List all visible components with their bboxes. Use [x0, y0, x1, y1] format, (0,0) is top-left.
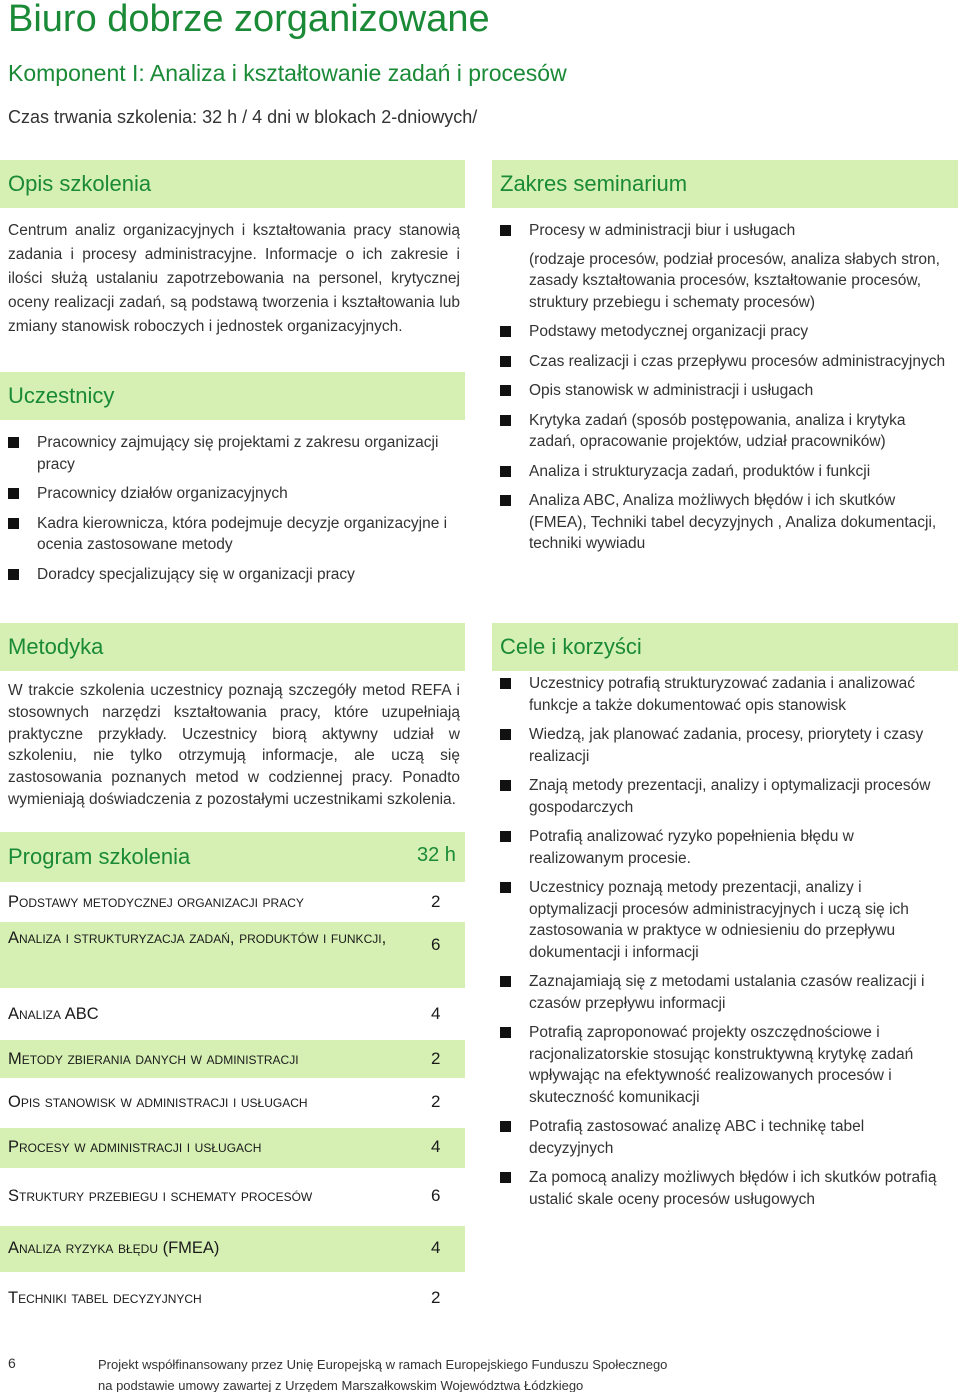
list-item: Wiedzą, jak planować zadania, procesy, priorytety i czasy realizacji [500, 724, 952, 767]
square-bullet-icon [500, 976, 511, 987]
list-item: Opis stanowisk w administracji i usługach [500, 380, 952, 402]
square-bullet-icon [500, 326, 511, 337]
course-duration: Czas trwania szkolenia: 32 h / 4 dni w blokach 2-dniowych/ [8, 107, 478, 127]
program-row-hours: 6 [431, 935, 441, 954]
square-bullet-icon [500, 780, 511, 791]
program-row-hours: 4 [431, 1137, 441, 1156]
list-item: Podstawy metodycznej organizacji pracy [500, 321, 952, 343]
square-bullet-icon [8, 569, 19, 580]
list-item: Zaznajamiają się z metodami ustalania czasów realizacji i czasów przepływu informacji [500, 971, 952, 1014]
square-bullet-icon [500, 1172, 511, 1183]
uczestnicy-list [8, 432, 460, 593]
program-row-hours: 2 [431, 1049, 441, 1068]
program-row-hours: 4 [431, 1238, 441, 1257]
program-row-label: Struktury przebiegu i schematy procesów [8, 1187, 313, 1205]
program-row-label: Opis stanowisk w administracji i usługach [8, 1093, 308, 1111]
program-row-hours: 6 [431, 1186, 441, 1205]
document-title: Biuro dobrze zorganizowane [8, 0, 490, 40]
program-row-label: Procesy w administracji i usługach [8, 1138, 262, 1156]
list-item: Uczestnicy potrafią strukturyzować zadania i analizować funkcje a także dokumentować opis stanowisk [500, 673, 952, 716]
metodyka-heading: Metodyka [0, 623, 465, 671]
square-bullet-icon [500, 356, 511, 367]
square-bullet-icon [500, 678, 511, 689]
square-bullet-icon [500, 1121, 511, 1132]
square-bullet-icon [500, 415, 511, 426]
square-bullet-icon [500, 495, 511, 506]
uczestnicy-heading: Uczestnicy [0, 372, 465, 420]
list-item: Krytyka zadań (sposób postępowania, analiza i krytyka zadań, opracowanie projektów, udział pracowników) [500, 410, 952, 453]
list-item: Analiza i strukturyzacja zadań, produktów i funkcji [500, 461, 952, 483]
program-row [0, 1282, 465, 1314]
cele-list [500, 673, 952, 1218]
program-heading: Program szkolenia [8, 844, 191, 869]
list-item: Potrafią zaproponować projekty oszczędnościowe i racjonalizatorskie stosując konstruktywną krytykę zadań wpływając na efektywność realizowanych procesów i skuteczność komunikacji [500, 1022, 952, 1108]
program-row [0, 998, 465, 1030]
cele-heading: Cele i korzyści [492, 623, 958, 671]
document-subtitle: Komponent I: Analiza i kształtowanie zadań i procesów [8, 60, 567, 86]
program-row-label: Techniki tabel decyzyjnych [8, 1289, 202, 1307]
footer-line: na podstawie umowy zawartej z Urzędem Marszałkowskim Województwa Łódzkiego [98, 1378, 584, 1392]
program-row-hours: 4 [431, 1004, 441, 1023]
program-row [0, 922, 465, 988]
footer-line: Projekt współfinansowany przez Unię Europejską w ramach Europejskiego Funduszu Społecznego [98, 1357, 668, 1372]
page-number: 6 [8, 1355, 16, 1371]
list-item: Pracownicy działów organizacyjnych [8, 483, 460, 505]
program-row-hours: 2 [431, 1092, 441, 1111]
list-item: Potrafią zastosować analizę ABC i technikę tabel decyzyjnych [500, 1116, 952, 1159]
square-bullet-icon [8, 437, 19, 448]
program-row [0, 1226, 465, 1272]
program-row [0, 1040, 465, 1078]
square-bullet-icon [500, 729, 511, 740]
program-row [0, 1128, 465, 1168]
opis-heading: Opis szkolenia [0, 160, 465, 208]
program-row [0, 886, 465, 918]
program-row-label: Analiza ABC [8, 1005, 99, 1023]
list-item-note: (rodzaje procesów, podział procesów, analiza słabych stron, zasady kształtowania procesów, kształtowanie procesów, struktury przebiegu i schematy procesów) [529, 250, 940, 311]
program-total-hours: 32 h [417, 844, 456, 866]
list-item: Potrafią analizować ryzyko popełnienia błędu w realizowanym procesie. [500, 826, 952, 869]
program-row-hours: 2 [431, 892, 441, 911]
program-row [0, 1086, 465, 1118]
square-bullet-icon [500, 831, 511, 842]
zakres-heading: Zakres seminarium [492, 160, 958, 208]
square-bullet-icon [8, 488, 19, 499]
list-item: Uczestnicy poznają metody prezentacji, analizy i optymalizacji procesów administracyjnych i uczą się ich zastosowania w praktyce w odniesieniu do przepływu dokumentacji i informacji [500, 877, 952, 963]
program-row-label: Analiza ryzyka błędu (FMEA) [8, 1239, 220, 1257]
program-row-label: Podstawy metodycznej organizacji pracy [8, 893, 304, 911]
list-item: Doradcy specjalizujący się w organizacji pracy [8, 564, 460, 586]
zakres-list [500, 220, 952, 563]
footer-note [98, 1354, 667, 1392]
list-item: Za pomocą analizy możliwych błędów i ich skutków potrafią ustalić skale oceny procesów usługowych [500, 1167, 952, 1210]
program-row-label: Analiza i strukturyzacja zadań, produktów i funkcji, [8, 929, 387, 947]
opis-text: Centrum analiz organizacyjnych i kształtowania pracy stanowią zadania i procesy administracyjne. Informacje o ich zakresie i ilości służą ustalaniu zapotrzebowania na personel, krytycznej oceny realizacji zadań, są podstawą tworzenia i kształtowania lub zmiany stanowisk roboczych i jednostek organizacyjnych. [8, 222, 460, 335]
square-bullet-icon [500, 225, 511, 236]
list-item: Znają metody prezentacji, analizy i optymalizacji procesów gospodarczych [500, 775, 952, 818]
square-bullet-icon [500, 385, 511, 396]
list-item: Analiza ABC, Analiza możliwych błędów i ich skutków (FMEA), Techniki tabel decyzyjnych , Analiza dokumentacji, techniki wywiadu [500, 490, 952, 555]
square-bullet-icon [500, 882, 511, 893]
list-item: Pracownicy zajmujący się projektami z zakresu organizacji pracy [8, 432, 460, 475]
square-bullet-icon [500, 1027, 511, 1038]
square-bullet-icon [500, 466, 511, 477]
program-row-hours: 2 [431, 1288, 441, 1307]
metodyka-text: W trakcie szkolenia uczestnicy poznają szczegóły metod REFA i stosownych narzędzi kształtowania pracy, które uzupełniają praktyczne przykłady. Uczestnicy biorą aktywny udział w szkoleniu, nie tylko otrzymują informacje, ale uczą się zastosowania poznanych metod w codziennej pracy. Ponadto wymieniają doświadczenia z pozostałymi uczestnikami szkolenia. [8, 682, 460, 808]
square-bullet-icon [8, 518, 19, 529]
list-item: Czas realizacji i czas przepływu procesów administracyjnych [500, 351, 952, 373]
list-item: Kadra kierownicza, która podejmuje decyzje organizacyjne i ocenia zastosowane metody [8, 513, 460, 556]
program-header [0, 832, 465, 882]
list-item: Procesy w administracji biur i usługach (rodzaje procesów, podział procesów, analiza słabych stron, zasady kształtowania procesów, kształtowanie procesów, struktury przebiegu i schematy procesów) [500, 220, 952, 313]
program-row [0, 1180, 465, 1212]
program-row-label: Metody zbierania danych w administracji [8, 1050, 299, 1068]
